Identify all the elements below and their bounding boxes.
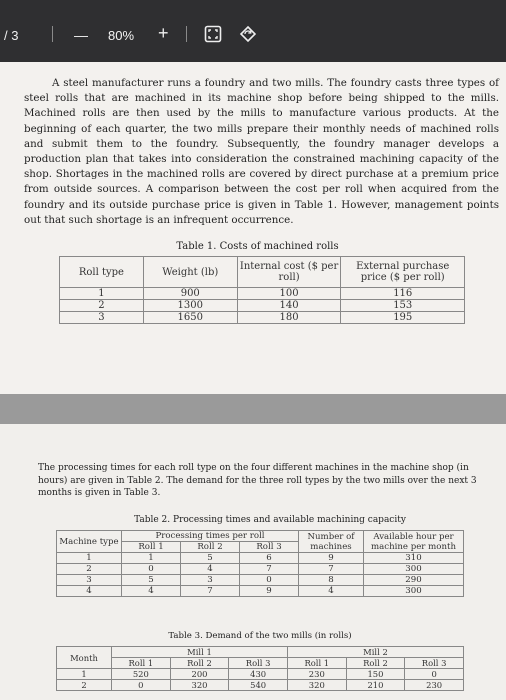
table-cell: 140 <box>237 300 341 312</box>
table-cell: 5 <box>122 575 181 586</box>
table-header: Processing times per roll <box>122 531 299 542</box>
table-cell: 0 <box>405 669 464 680</box>
table-header: Roll 3 <box>240 542 299 553</box>
table-cell: 4 <box>299 586 364 597</box>
processing-paragraph: The processing times for each roll type on the four different machines in the machine shop (in hours) are given in Table 2. The demand for the three roll types by the two mills over the next 3 months is given in Table 3. <box>38 463 477 498</box>
table-cell: 1650 <box>143 312 237 324</box>
pdf-toolbar <box>0 0 506 62</box>
table-cell: 195 <box>341 312 465 324</box>
table-cell: 1300 <box>143 300 237 312</box>
table-cell: 1 <box>57 669 112 680</box>
table-cell: 8 <box>299 575 364 586</box>
table-header: Roll 2 <box>346 658 405 669</box>
table-cell: 0 <box>122 564 181 575</box>
toolbar-divider <box>52 26 53 42</box>
table-cell: 900 <box>143 288 237 300</box>
table-cell: 230 <box>287 669 346 680</box>
page-gap <box>0 394 506 424</box>
toolbar-divider <box>186 26 187 42</box>
table-header: Number of machines <box>299 531 364 553</box>
table-cell: 7 <box>299 564 364 575</box>
table-cell: 116 <box>341 288 465 300</box>
table-row <box>57 680 464 691</box>
table-cell: 3 <box>57 575 122 586</box>
table-cell: 5 <box>181 553 240 564</box>
table-cell: 9 <box>240 586 299 597</box>
table-cell: 100 <box>237 288 341 300</box>
table-header: Mill 2 <box>287 647 463 658</box>
table-mill-demand <box>56 646 464 691</box>
table-cell: 320 <box>287 680 346 691</box>
table-header: Roll type <box>60 257 144 288</box>
table-header: Roll 2 <box>181 542 240 553</box>
table-cell: 180 <box>237 312 341 324</box>
table-cell: 290 <box>364 575 464 586</box>
table-cell: 1 <box>57 553 122 564</box>
table-header: Roll 1 <box>112 658 171 669</box>
table-cell: 2 <box>57 564 122 575</box>
table-cell: 310 <box>364 553 464 564</box>
table-header: Month <box>57 647 112 669</box>
table-header: Mill 1 <box>112 647 288 658</box>
table-cell: 320 <box>170 680 229 691</box>
table3-caption: Table 3. Demand of the two mills (in rolls) <box>168 631 352 641</box>
table-cell: 150 <box>346 669 405 680</box>
table-roll-costs <box>59 256 465 324</box>
table-cell: 2 <box>60 300 144 312</box>
table-header: Weight (lb) <box>143 257 237 288</box>
zoom-out-button[interactable]: — <box>74 27 88 43</box>
table1-caption: Table 1. Costs of machined rolls <box>176 241 339 252</box>
table-processing-times <box>56 530 464 597</box>
table-cell: 4 <box>57 586 122 597</box>
table-cell: 300 <box>364 564 464 575</box>
table-header: Available hour per machine per month <box>364 531 464 553</box>
table-row <box>57 669 464 680</box>
table-cell: 3 <box>181 575 240 586</box>
table-header: Machine type <box>57 531 122 553</box>
table-cell: 2 <box>57 680 112 691</box>
table2-caption: Table 2. Processing times and available machining capacity <box>134 515 406 525</box>
table-header: Roll 2 <box>170 658 229 669</box>
document-page-2 <box>0 424 506 700</box>
table-row <box>57 553 464 564</box>
table-cell: 6 <box>240 553 299 564</box>
problem-paragraph: A steel manufacturer runs a foundry and two mills. The foundry casts three types of steel rolls that are machined in its machine shop before being shipped to the mills. Machined rolls are then used by the mills to manufacture various products. At the beginning of each quarter, the two mills prepare their monthly needs of machined rolls and submit them to the foundry. Subsequently, the foundry manager develops a production plan that takes into consideration the constrained machining capacity of the shop. Shortages in the machined rolls are covered by direct purchase at a premium price from outside sources. A comparison between the cost per roll when acquired from the foundry and its outside purchase price is given in Table 1. However, management points out that such shortage is an infrequent occurrence. <box>24 77 499 226</box>
table-row <box>57 564 464 575</box>
page-indicator: / 3 <box>4 28 19 43</box>
table-cell: 9 <box>299 553 364 564</box>
table-cell: 4 <box>181 564 240 575</box>
table-cell: 7 <box>181 586 240 597</box>
table-cell: 230 <box>405 680 464 691</box>
table-cell: 520 <box>112 669 171 680</box>
table-row <box>60 312 465 324</box>
table-cell: 430 <box>229 669 288 680</box>
table-row <box>60 288 465 300</box>
table-cell: 7 <box>240 564 299 575</box>
table-cell: 200 <box>170 669 229 680</box>
table-header: Internal cost ($ per roll) <box>237 257 341 288</box>
table-header: Roll 3 <box>405 658 464 669</box>
rotate-icon[interactable] <box>238 25 258 48</box>
table-cell: 540 <box>229 680 288 691</box>
table-cell: 0 <box>112 680 171 691</box>
zoom-in-button[interactable]: + <box>158 23 169 43</box>
table-header: External purchase price ($ per roll) <box>341 257 465 288</box>
table-cell: 0 <box>240 575 299 586</box>
table-cell: 300 <box>364 586 464 597</box>
table-cell: 1 <box>122 553 181 564</box>
table-row <box>57 575 464 586</box>
table-cell: 1 <box>60 288 144 300</box>
table-cell: 4 <box>122 586 181 597</box>
fit-page-icon[interactable] <box>204 25 222 48</box>
table-header: Roll 1 <box>287 658 346 669</box>
table-cell: 153 <box>341 300 465 312</box>
table-header: Roll 3 <box>229 658 288 669</box>
table-cell: 3 <box>60 312 144 324</box>
table-header: Roll 1 <box>122 542 181 553</box>
table-row <box>57 586 464 597</box>
table-cell: 210 <box>346 680 405 691</box>
zoom-level[interactable]: 80% <box>108 28 135 43</box>
table-row <box>60 300 465 312</box>
document-page-1 <box>0 62 506 394</box>
